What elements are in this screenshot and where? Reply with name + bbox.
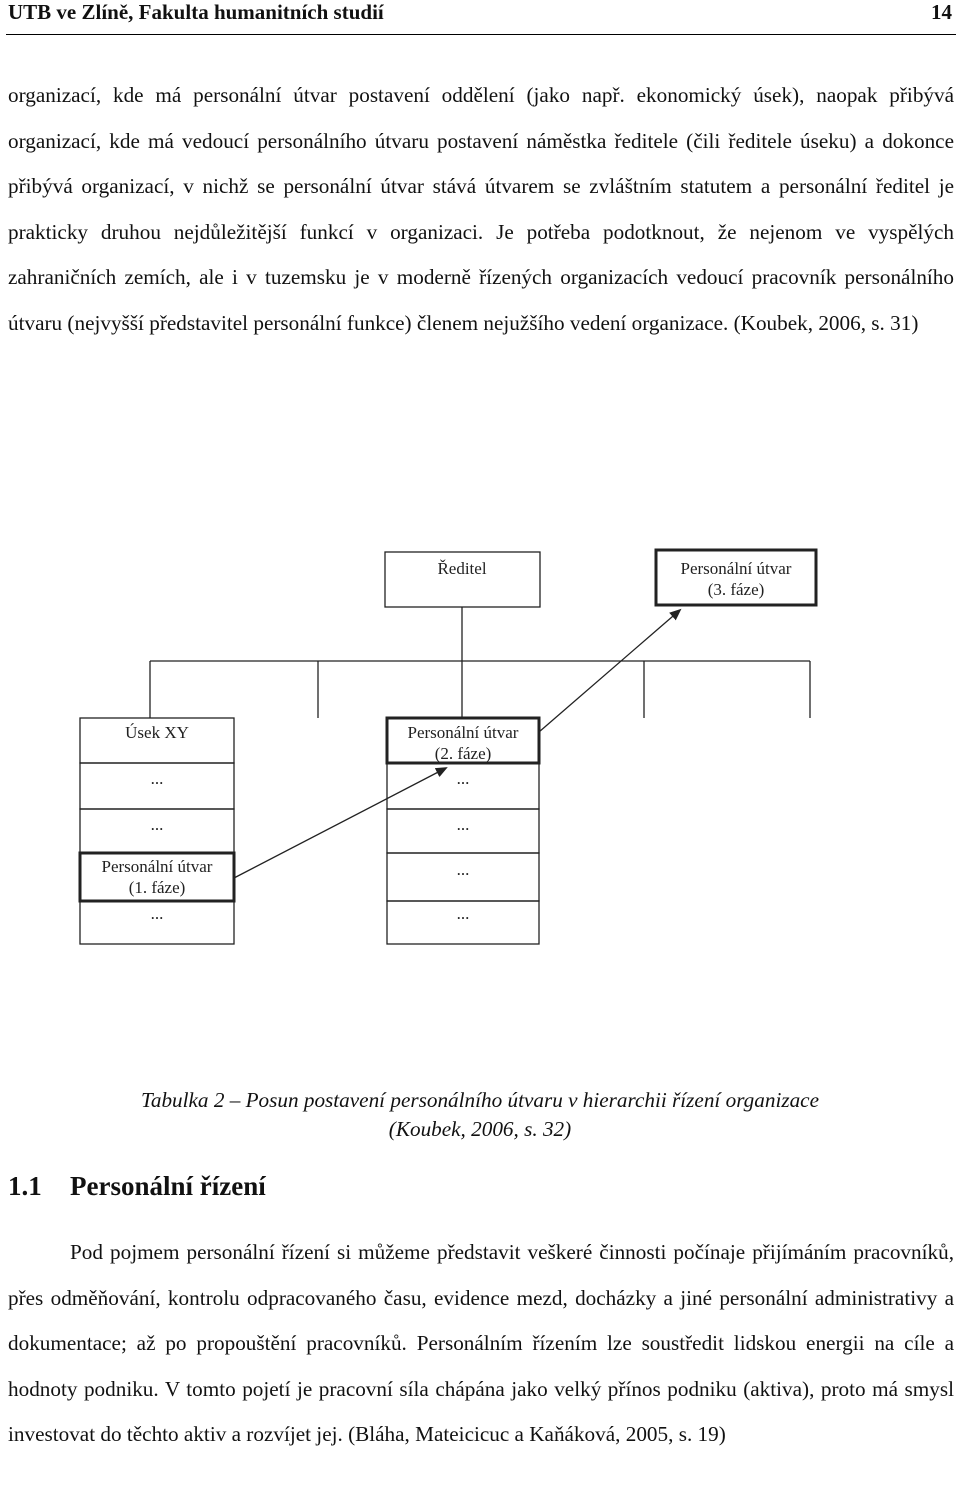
ellipsis-mid-2: ... (456, 815, 470, 834)
phase1-label-1: Personální útvar (101, 857, 213, 876)
paragraph-intro: organizací, kde má personální útvar postavení oddělení (jako např. ekonomický úsek), naopak přibývá organizací, kde má vedoucí personálního útvaru postavení náměstka ředitele (čili ředitele úseku) a dokonce přibývá organizací, v nichž se personální útvar stává útvarem se zvláštním statutem a personální ředitel je prakticky druhou nejdůležitější funkcí v organizaci. Je potřeba podotknout, že nejenom ve vyspělých zahraničních zemích, ale i v tuzemsku je v moderně řízených organizacích vedoucí pracovník personálního útvaru (nejvyšší představitel personální funkce) členem nejužšího vedení organizace. (Koubek, 2006, s. 31) (8, 83, 954, 335)
phase2-label-1: Personální útvar (407, 723, 519, 742)
director-label: Ředitel (437, 559, 487, 578)
ellipsis-mid-3: ... (456, 860, 470, 879)
phase1-label-2: (1. fáze) (128, 878, 186, 897)
section-heading (8, 1171, 266, 1202)
ellipsis-mid-1: ... (456, 769, 470, 788)
ellipsis-left-3: ... (150, 904, 164, 923)
caption-line-1: Tabulka 2 – Posun postavení personálního útvaru v hierarchii řízení organizace (141, 1088, 819, 1112)
phase3-label-1: Personální útvar (680, 559, 792, 578)
ellipsis-left-1: ... (150, 769, 164, 788)
page-number: 14 (931, 0, 952, 24)
page-header (6, 0, 956, 35)
ellipsis-mid-4: ... (456, 904, 470, 923)
phase2-label-2: (2. fáze) (434, 744, 492, 763)
org-hierarchy-diagram (0, 540, 960, 960)
arrow-phase1-to-phase2 (234, 768, 446, 878)
phase3-label-2: (3. fáze) (707, 580, 765, 599)
arrow-phase2-to-phase3 (539, 610, 680, 732)
section-xy-label: Úsek XY (125, 723, 189, 742)
paragraph-personnel-management: Pod pojmem personální řízení si můžeme představit veškeré činnosti počínaje přijímáním pracovníků, přes odměňování, kontrolu odpracovaného času, evidence mezd, docházky a jiné personální administrativy a dokumentace; až po propouštění pracovníků. Personálním řízením lze soustředit lidskou energii na cíle a hodnoty podniku. V tomto pojetí je pracovní síla chápána jako velký přínos podniku (aktiva), proto má smysl investovat do těchto aktiv a rozvíjet jej. (Bláha, Mateicicuc a Kaňáková, 2005, s. 19) (8, 1240, 954, 1446)
header-title: UTB ve Zlíně, Fakulta humanitních studií (8, 0, 384, 24)
section-title: Personální řízení (70, 1171, 266, 1201)
table-caption (40, 1086, 920, 1144)
section-number: 1.1 (8, 1171, 42, 1201)
caption-line-2: (Koubek, 2006, s. 32) (388, 1117, 572, 1141)
ellipsis-left-2: ... (150, 815, 164, 834)
